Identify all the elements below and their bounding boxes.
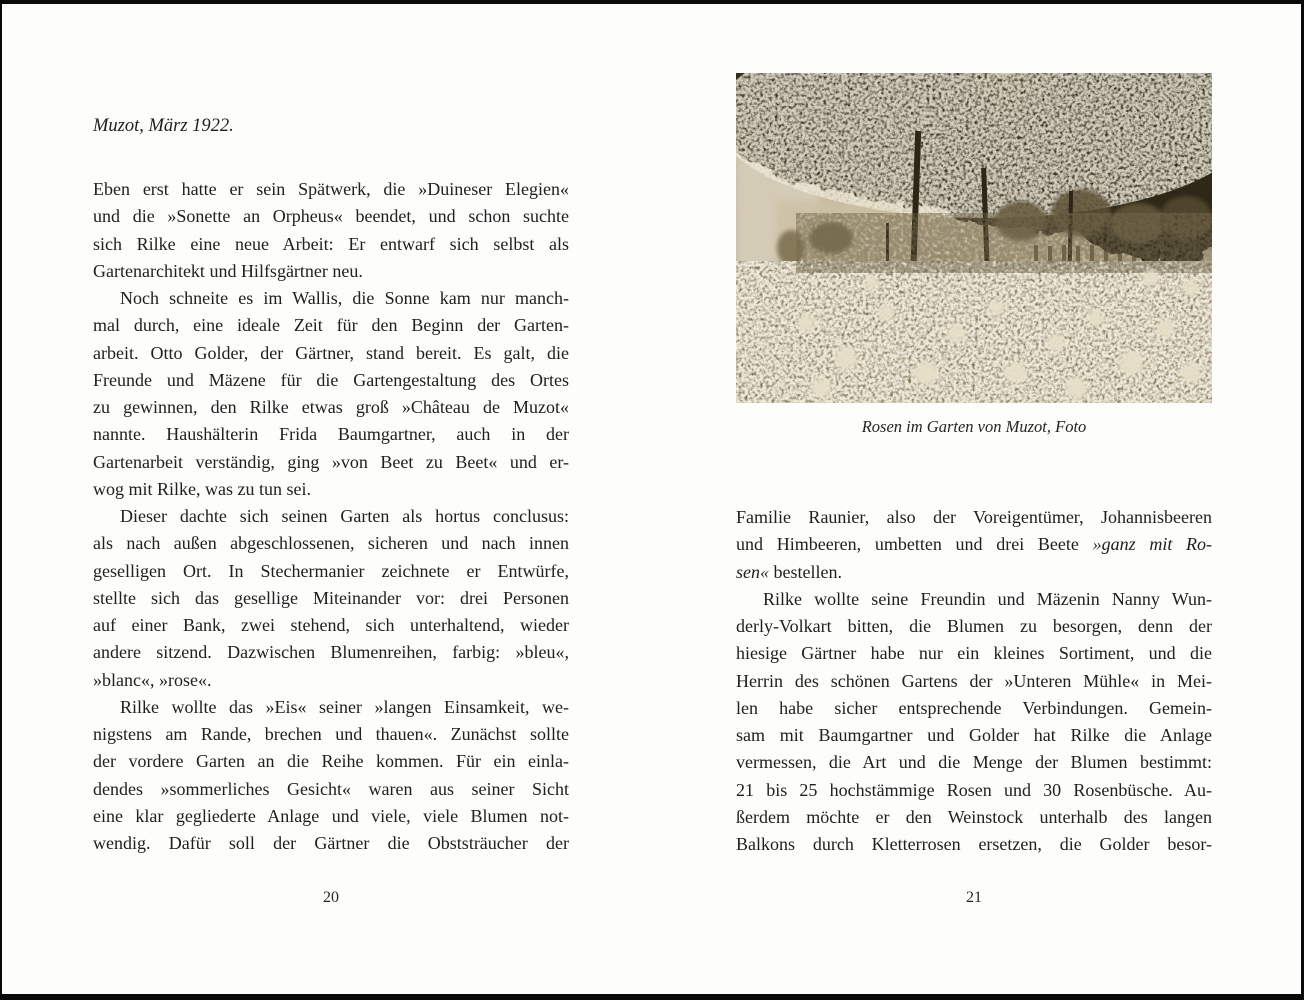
text-line: Noch schneite es im Wallis, die Sonne kam nur manch- xyxy=(120,288,569,308)
text-line: stellte sich das gesellige Miteinander vor: drei Personen xyxy=(93,587,569,608)
italic-text-segment: sen« xyxy=(736,561,769,582)
left-page-body-text xyxy=(93,176,569,857)
text-line xyxy=(736,531,1212,558)
text-line: derly-Volkart bitten, die Blumen zu besorgen, denn der xyxy=(736,616,1212,636)
page-number-right: 21 xyxy=(966,889,982,906)
text-line: Rilke wollte seine Freundin und Mäzenin Nanny Wun- xyxy=(763,588,1212,609)
text-line: sam mit Baumgartner und Golder hat Rilke die Anlage xyxy=(736,725,1212,745)
text-line: Gartenarchitekt und Hilfsgärtner neu. xyxy=(93,260,363,281)
text-line: Gartenarbeit verständig, ging »von Beet zu Beet« und er- xyxy=(93,451,569,472)
text-line: zu gewinnen, den Rilke etwas groß »Château de Muzot« xyxy=(93,397,569,417)
page-number-left: 20 xyxy=(323,889,339,906)
text-line: auf einer Bank, zwei stehend, sich unterhaltend, wieder xyxy=(93,615,569,635)
paragraph xyxy=(93,503,569,694)
text-line: eine klar gegliederte Anlage und viele, viele Blumen not- xyxy=(93,805,569,826)
paragraph xyxy=(736,586,1212,859)
text-line: sich Rilke eine neue Arbeit: Er entwarf sich selbst als xyxy=(93,233,569,254)
text-line: Dieser dachte sich seinen Garten als hortus conclusus: xyxy=(120,506,569,526)
text-line: als nach außen abgeschlossenen, sicheren und nach innen xyxy=(93,533,569,554)
text-line: geselligen Ort. In Stechermanier zeichnete er Entwürfe, xyxy=(93,560,569,581)
text-line: len habe sicher entsprechende Verbindungen. Gemein- xyxy=(736,697,1212,718)
text-segment: bestellen. xyxy=(769,561,842,582)
text-line: wendig. Dafür soll der Gärtner die Obststräucher der xyxy=(93,833,569,853)
text-line: mal durch, eine ideale Zeit für den Beginn der Garten- xyxy=(93,315,569,336)
text-line: Balkons durch Kletterrosen ersetzen, die Golder besor- xyxy=(736,834,1212,854)
text-line xyxy=(736,559,1212,586)
paragraph xyxy=(93,176,569,285)
text-line: wog mit Rilke, was zu tun sei. xyxy=(93,478,311,499)
garden-photo-figure xyxy=(736,73,1212,437)
text-line: Herrin des schönen Gartens der »Unteren Mühle« in Mei- xyxy=(736,670,1212,691)
text-line: arbeit. Otto Golder, der Gärtner, stand bereit. Es galt, die xyxy=(93,342,569,363)
text-line: 21 bis 25 hochstämmige Rosen und 30 Rosenbüsche. Au- xyxy=(736,779,1212,800)
italic-text-segment: »ganz mit Ro- xyxy=(1092,534,1213,555)
garden-photo xyxy=(736,73,1212,403)
text-line: Eben erst hatte er sein Spätwerk, die »Duineser Elegien« xyxy=(93,179,569,199)
paragraph xyxy=(736,504,1212,586)
text-line: dendes »sommerliches Gesicht« waren aus seiner Sicht xyxy=(93,778,569,799)
text-line: nannte. Haushälterin Frida Baumgartner, auch in der xyxy=(93,424,569,445)
text-line: »blanc«, »rose«. xyxy=(93,669,212,690)
text-line: Rilke wollte das »Eis« seiner »langen Einsamkeit, we- xyxy=(120,696,569,717)
text-line: und die »Sonette an Orpheus« beendet, und schon suchte xyxy=(93,206,569,227)
scan-edge-left xyxy=(0,0,2,1000)
scan-edge-top xyxy=(0,0,1304,4)
photo-caption: Rosen im Garten von Muzot, Foto xyxy=(861,417,1087,436)
paragraph xyxy=(93,694,569,858)
text-line: nigstens am Rande, brechen und thauen«. Zunächst sollte xyxy=(93,724,569,744)
text-line: Freunde und Mäzene für die Gartengestaltung des Ortes xyxy=(93,369,569,390)
text-line: Familie Raunier, also der Voreigentümer, Johannisbeeren xyxy=(736,507,1212,527)
scan-edge-bottom xyxy=(0,994,1304,1000)
right-page-body-text xyxy=(736,504,1212,858)
paragraph xyxy=(93,285,569,503)
text-line: andere sitzend. Dazwischen Blumenreihen, farbig: »bleu«, xyxy=(93,642,569,663)
text-line: vermessen, die Art und die Menge der Blumen bestimmt: xyxy=(736,752,1212,773)
text-line: hiesige Gärtner habe nur ein kleines Sortiment, und die xyxy=(736,643,1212,664)
text-segment: und Himbeeren, umbetten und drei Beete xyxy=(736,534,1093,555)
text-line: der vordere Garten an die Reihe kommen. Für ein einla- xyxy=(93,751,569,772)
text-line: ßerdem möchte er den Weinstock unterhalb des langen xyxy=(736,806,1212,827)
dateline-heading: Muzot, März 1922. xyxy=(93,116,234,136)
